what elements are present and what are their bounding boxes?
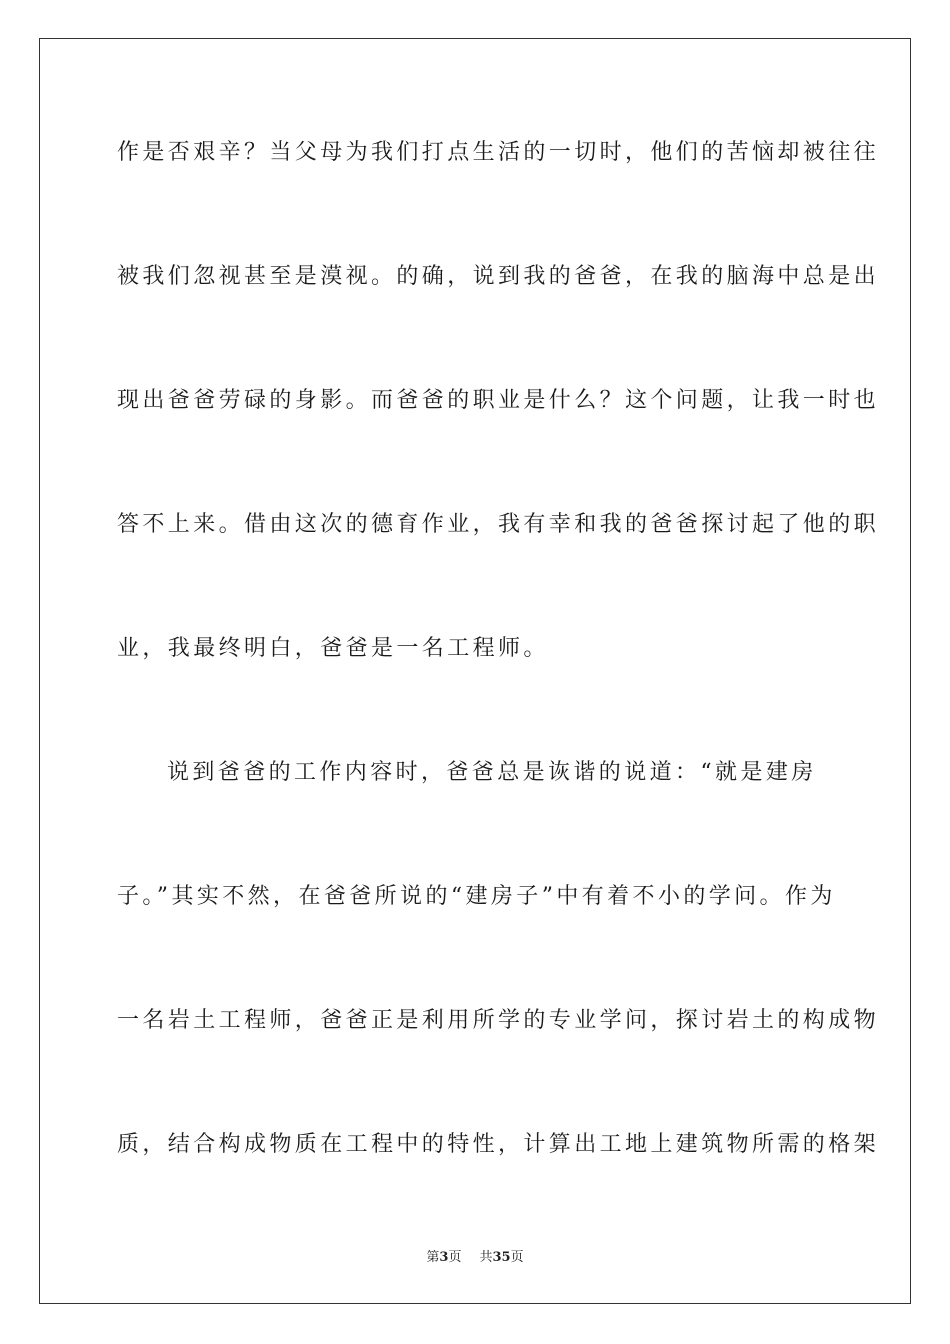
text-line-4: 答不上来。借由这次的德育作业，我有幸和我的爸爸探讨起了他的职: [117, 512, 880, 537]
total-suffix: 页: [510, 1250, 524, 1265]
text-line-6: 说到爸爸的工作内容时，爸爸总是诙谐的说道：“就是建房: [167, 760, 817, 785]
page-suffix: 页: [448, 1250, 462, 1265]
text-line-8: 一名岩土工程师，爸爸正是利用所学的专业学问，探讨岩土的构成物: [117, 1008, 880, 1033]
text-line-3: 现出爸爸劳碌的身影。而爸爸的职业是什么？这个问题，让我一时也: [117, 388, 880, 413]
page-footer: [0, 1246, 950, 1265]
text-line-2: 被我们忽视甚至是漠视。的确，说到我的爸爸，在我的脑海中总是出: [117, 264, 880, 289]
page-prefix: 第: [426, 1250, 440, 1265]
text-line-9: 质，结合构成物质在工程中的特性，计算出工地上建筑物所需的格架: [117, 1132, 880, 1157]
text-line-7: 子。”其实不然，在爸爸所说的“建房子”中有着不小的学问。作为: [117, 884, 836, 909]
text-line-1: 作是否艰辛？当父母为我们打点生活的一切时，他们的苦恼却被往往: [117, 140, 880, 165]
total-pages: 35: [492, 1250, 511, 1265]
body-text: [117, 131, 880, 1247]
total-prefix: 共: [479, 1250, 493, 1265]
text-line-5: 业，我最终明白，爸爸是一名工程师。: [117, 636, 549, 661]
page-number: 3: [439, 1250, 449, 1265]
